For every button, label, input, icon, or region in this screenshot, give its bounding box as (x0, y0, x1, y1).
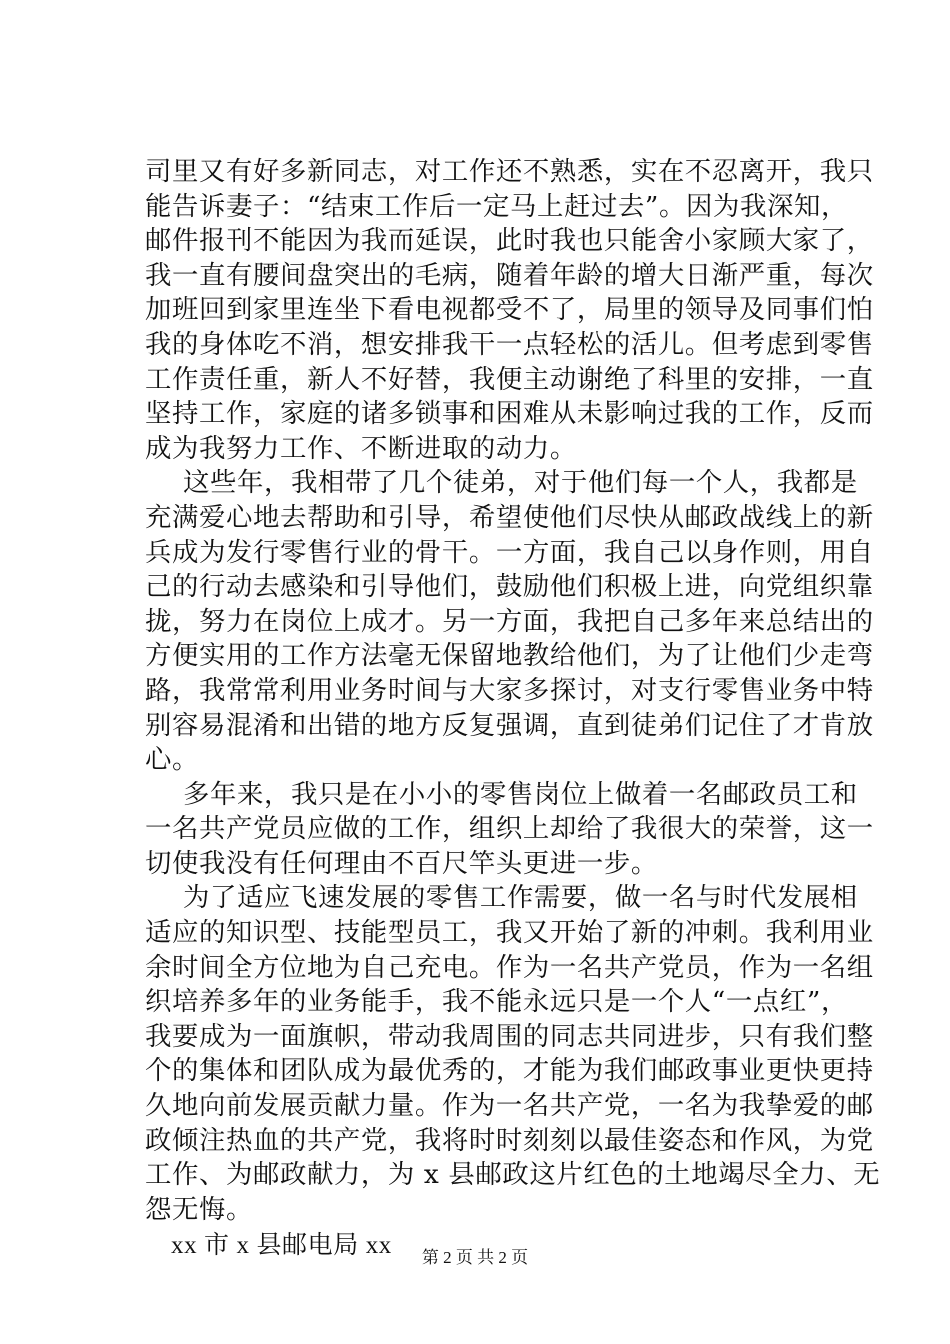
text-line: 心。 (145, 744, 199, 776)
text-line: 工作、为邮政献力，为 x 县邮政这片红色的土地竭尽全力、无 (145, 1159, 881, 1191)
text-line: 方便实用的工作方法毫无保留地教给他们，为了让他们少走弯 (145, 640, 874, 672)
text-line: 工作责任重，新人不好替，我便主动谢绝了科里的安排，一直 (145, 363, 874, 395)
text-line: 适应的知识型、技能型员工，我又开始了新的冲刺。我利用业 (145, 917, 874, 949)
text-line: 我要成为一面旗帜，带动我周围的同志共同进步，只有我们整 (145, 1020, 874, 1052)
text-line: 这些年，我相带了几个徒弟，对于他们每一个人，我都是 (183, 467, 858, 499)
text-line: 充满爱心地去帮助和引导，希望使他们尽快从邮政战线上的新 (145, 501, 874, 533)
text-line: 己的行动去感染和引导他们，鼓励他们积极上进，向党组织靠 (145, 571, 874, 603)
text-line: 拢，努力在岗位上成才。另一方面，我把自己多年来总结出的 (145, 605, 874, 637)
text-line: 别容易混淆和出错的地方反复强调，直到徒弟们记住了才肯放 (145, 709, 874, 741)
text-line: 怨无悔。 (145, 1193, 253, 1225)
text-line: 兵成为发行零售行业的骨干。一方面，我自己以身作则，用自 (145, 536, 874, 568)
text-line: 我的身体吃不消，想安排我干一点轻松的活儿。但考虑到零售 (145, 328, 874, 360)
text-line: 路，我常常利用业务时间与大家多探讨，对支行零售业务中特 (145, 674, 874, 706)
text-line: 政倾注热血的共产党，我将时时刻刻以最佳姿态和作风，为党 (145, 1124, 874, 1156)
text-line: 多年来，我只是在小小的零售岗位上做着一名邮政员工和 (183, 778, 858, 810)
signature-line: xx 市 x 县邮电局 xx (171, 1232, 392, 1260)
text-line: 切使我没有任何理由不百尺竿头更进一步。 (145, 847, 658, 879)
text-line: 织培养多年的业务能手，我不能永远只是一个人“一点红”， (145, 986, 848, 1018)
text-line: 邮件报刊不能因为我而延误，此时我也只能舍小家顾大家了， (145, 225, 874, 257)
text-line: 司里又有好多新同志，对工作还不熟悉，实在不忍离开，我只 (145, 156, 874, 187)
text-line: 加班回到家里连坐下看电视都受不了，局里的领导及同事们怕 (145, 294, 874, 326)
text-line: 我一直有腰间盘突出的毛病，随着年龄的增大日渐严重，每次 (145, 259, 874, 291)
text-line: 为了适应飞速发展的零售工作需要，做一名与时代发展相 (183, 882, 858, 914)
text-line: 个的集体和团队成为最优秀的，才能为我们邮政事业更快更持 (145, 1055, 874, 1087)
page-footer: 第 2 页 共 2 页 (421, 1248, 529, 1267)
text-line: 一名共产党员应做的工作，组织上却给了我很大的荣誉，这一 (145, 813, 874, 845)
text-line: 久地向前发展贡献力量。作为一名共产党，一名为我挚爱的邮 (145, 1090, 874, 1122)
text-line: 余时间全方位地为自己充电。作为一名共产党员，作为一名组 (145, 951, 874, 983)
text-line: 成为我努力工作、不断进取的动力。 (145, 432, 577, 464)
body-text (145, 155, 881, 1264)
text-line: 坚持工作，家庭的诸多锁事和困难从未影响过我的工作，反而 (145, 398, 874, 430)
text-line: 能告诉妻子：“结束工作后一定马上赶过去”。因为我深知， (145, 190, 848, 222)
